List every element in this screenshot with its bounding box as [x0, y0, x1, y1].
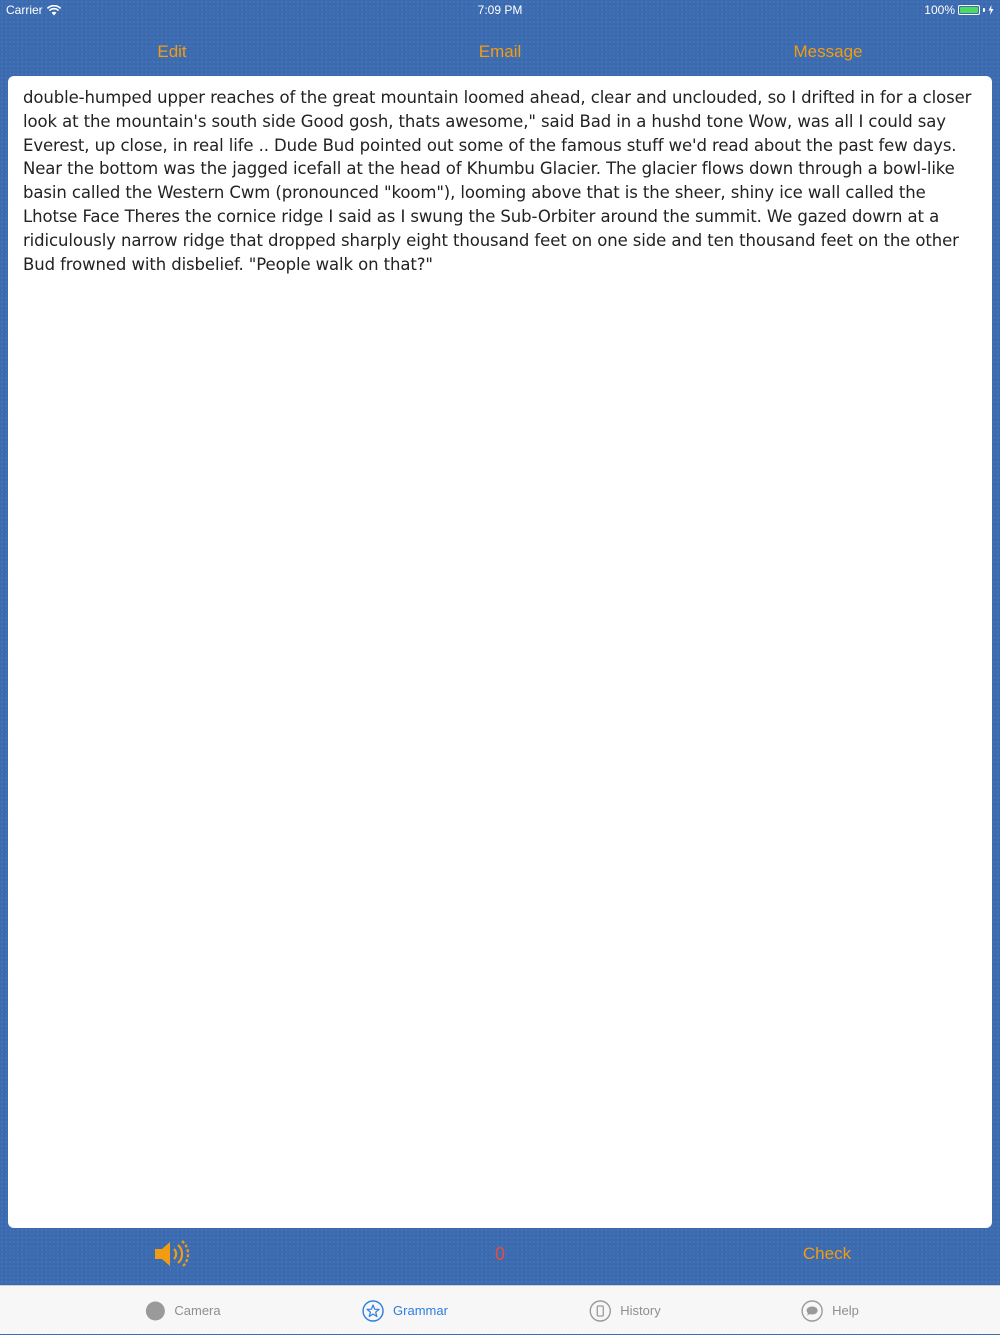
chat-bubble-icon: [801, 1300, 823, 1322]
charging-bolt-icon: [988, 5, 994, 15]
tab-help-label: Help: [832, 1303, 859, 1318]
tab-bar: [0, 1285, 1000, 1334]
tab-camera-label: Camera: [174, 1303, 221, 1318]
text-editor[interactable]: [8, 76, 992, 1228]
message-button[interactable]: Message: [793, 42, 863, 61]
tab-grammar[interactable]: [362, 1286, 448, 1335]
tab-history-label: History: [620, 1303, 661, 1318]
speaker-icon: [153, 1238, 191, 1270]
tab-grammar-label: Grammar: [393, 1303, 448, 1318]
star-icon: [362, 1300, 384, 1322]
battery-cap: [983, 8, 985, 12]
battery-percent: 100%: [924, 3, 955, 17]
battery-icon: [958, 5, 980, 15]
document-text[interactable]: double-humped upper reaches of the great mountain loomed ahead, clear and unclouded, so I drifted in for a closer look at the mountain's south side Good gosh, thats awesome," said Bad in a hushd tone Wow, was all I could say Everest, up close, in real life .. Dude Bud pointed out some of the famous stuff we'd read about the past few days. Near the bottom was the jagged icefall at the head of Khumbu Glacier. The glacier flows down through a bowl-like basin called the Western Cwm (pronounced "koom"), looming above that is the sheer, shiny ice wall called the Lhotse Face Theres the cornice ridge I said as I swung the Sub-Orbiter around the summit. We gazed dowrn at a ridiculously narrow ridge that dropped sharply eight thousand feet on one side and ten thousand feet on the other Bud frowned with disbelief. "People walk on that?": [23, 88, 972, 274]
status-time: 7:09 PM: [477, 3, 523, 17]
tab-camera[interactable]: [145, 1286, 220, 1335]
tab-history[interactable]: [589, 1286, 660, 1335]
carrier-label: Carrier: [6, 3, 43, 17]
edit-button[interactable]: Edit: [157, 42, 187, 61]
battery-indicator: [924, 3, 994, 17]
history-icon: [589, 1300, 611, 1322]
tab-help[interactable]: [801, 1286, 859, 1335]
camera-icon: [145, 1301, 165, 1321]
top-toolbar: [0, 30, 1000, 74]
check-button[interactable]: Check: [802, 1244, 852, 1263]
error-counter: 0: [494, 1244, 505, 1264]
email-button[interactable]: Email: [478, 42, 522, 61]
speaker-button[interactable]: [153, 1238, 191, 1270]
status-bar: [0, 0, 1000, 22]
